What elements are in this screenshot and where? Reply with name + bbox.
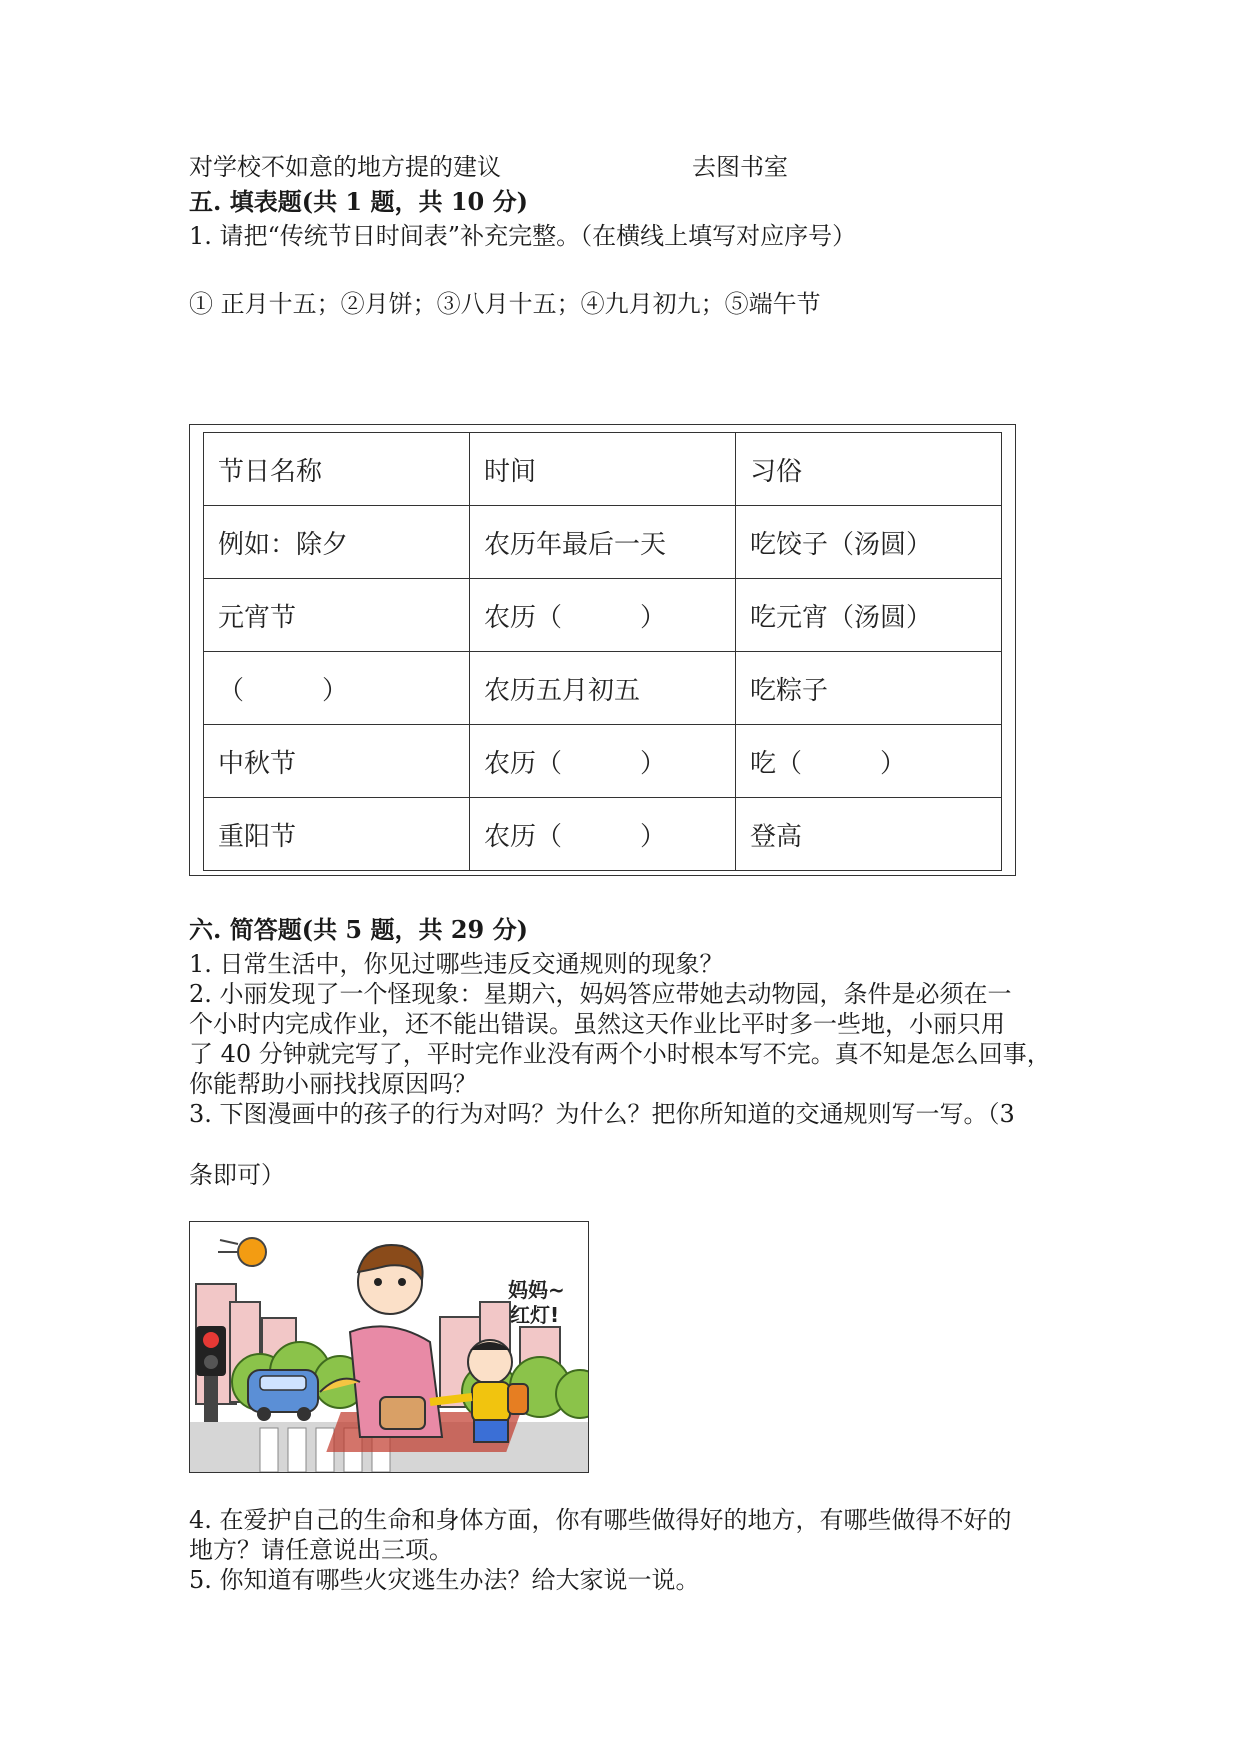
question-3-line: 条即可） bbox=[189, 1161, 285, 1189]
question-5: 5. 你知道有哪些火灾逃生办法？给大家说一说。 bbox=[189, 1566, 700, 1594]
table-cell-blank[interactable]: 农历（ ） bbox=[470, 579, 736, 652]
table-row bbox=[204, 506, 1002, 579]
section6-heading: 六. 简答题(共 5 题，共 29 分) bbox=[189, 915, 528, 944]
table-row bbox=[204, 725, 1002, 798]
table-cell: 农历五月初五 bbox=[470, 652, 736, 725]
table-cell: 农历年最后一天 bbox=[470, 506, 736, 579]
table-cell-blank[interactable]: 农历（ ） bbox=[470, 798, 736, 871]
section5-options: ① 正月十五；②月饼；③八月十五；④九月初九；⑤端午节 bbox=[189, 290, 821, 318]
table-cell: 例如：除夕 bbox=[204, 506, 470, 579]
table-row bbox=[204, 798, 1002, 871]
question-2-line: 2. 小丽发现了一个怪现象：星期六，妈妈答应带她去动物园，条件是必须在一 bbox=[189, 980, 1012, 1008]
question-1: 1. 日常生活中，你见过哪些违反交通规则的现象？ bbox=[189, 950, 724, 978]
table-cell: 重阳节 bbox=[204, 798, 470, 871]
section5-heading: 五. 填表题(共 1 题，共 10 分) bbox=[189, 187, 528, 216]
table-cell-blank[interactable]: 农历（ ） bbox=[470, 725, 736, 798]
cartoon-bubble-text-1: 妈妈~ bbox=[508, 1278, 565, 1302]
traffic-cartoon bbox=[189, 1221, 589, 1473]
table-cell-blank[interactable]: 吃（ ） bbox=[736, 725, 1002, 798]
question-2-line: 个小时内完成作业，还不能出错误。虽然这天作业比平时多一些地，小丽只用 bbox=[189, 1010, 1005, 1038]
header-time: 时间 bbox=[470, 433, 736, 506]
question-3-line: 3. 下图漫画中的孩子的行为对吗？为什么？把你所知道的交通规则写一写。（3 bbox=[189, 1100, 1015, 1128]
table-row bbox=[204, 579, 1002, 652]
header-festival-name: 节日名称 bbox=[204, 433, 470, 506]
question-2-line: 你能帮助小丽找找原因吗？ bbox=[189, 1070, 477, 1098]
question-2-line: 了 40 分钟就完写了，平时完作业没有两个小时根本写不完。真不知是怎么回事， bbox=[189, 1040, 1051, 1068]
section5-question: 1. 请把“传统节日时间表”补充完整。（在横线上填写对应序号） bbox=[189, 222, 857, 250]
cartoon-bubble-text-2: 红灯! bbox=[510, 1303, 560, 1327]
table-header-row bbox=[204, 433, 1002, 506]
table-cell: 登高 bbox=[736, 798, 1002, 871]
table-cell: 中秋节 bbox=[204, 725, 470, 798]
festival-table bbox=[203, 432, 1002, 871]
table-cell: 吃饺子（汤圆） bbox=[736, 506, 1002, 579]
table-cell: 元宵节 bbox=[204, 579, 470, 652]
question-4-line: 4. 在爱护自己的生命和身体方面，你有哪些做得好的地方，有哪些做得不好的 bbox=[189, 1506, 1012, 1534]
header-custom: 习俗 bbox=[736, 433, 1002, 506]
table-cell: 吃元宵（汤圆） bbox=[736, 579, 1002, 652]
prev-item-right: 去图书室 bbox=[692, 153, 788, 181]
question-4-line: 地方？请任意说出三项。 bbox=[189, 1536, 453, 1564]
prev-item-left: 对学校不如意的地方提的建议 bbox=[189, 153, 501, 181]
table-row bbox=[204, 652, 1002, 725]
table-cell: 吃粽子 bbox=[736, 652, 1002, 725]
table-cell-blank[interactable]: （ ） bbox=[204, 652, 470, 725]
